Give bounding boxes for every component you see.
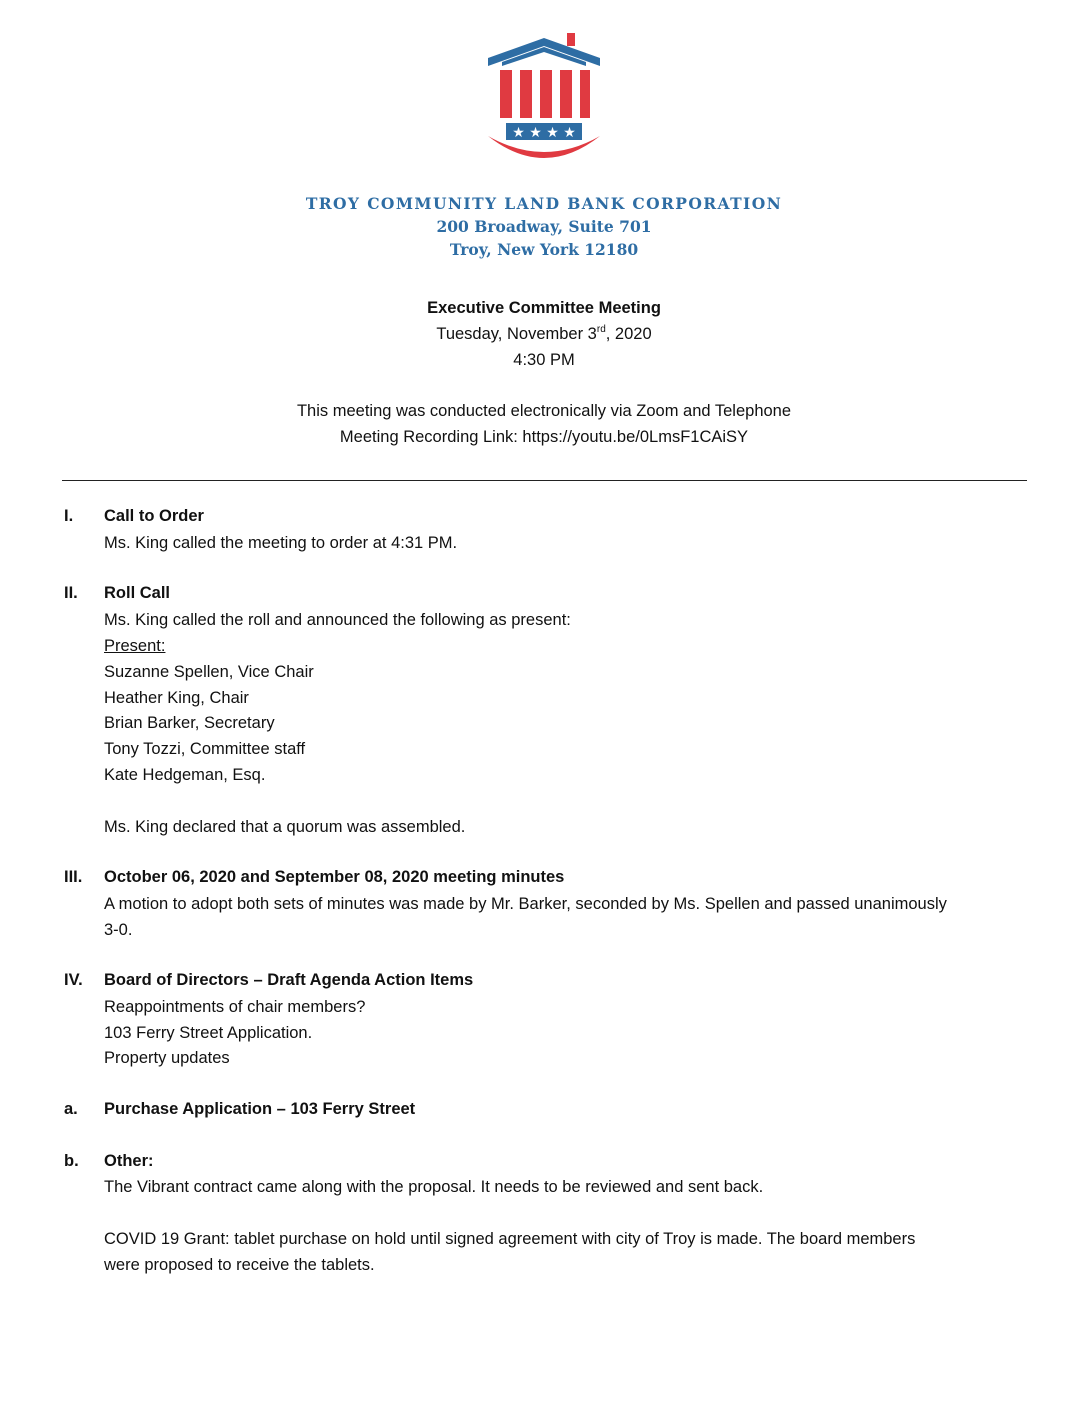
roll-call-intro: Ms. King called the roll and announced the following as present: (104, 611, 571, 629)
section-title-purchase-application: Purchase Application – 103 Ferry Street (104, 1100, 416, 1118)
member-item: Suzanne Spellen, Vice Chair (104, 663, 314, 681)
section-number-2: II. (64, 584, 78, 602)
other-covid-text-cont: were proposed to receive the tablets. (104, 1256, 375, 1274)
minutes-motion-text: A motion to adopt both sets of minutes was made by Mr. Barker, seconded by Ms. Spellen and passed unanimously (104, 895, 947, 913)
other-vibrant-text: The Vibrant contract came along with the proposal. It needs to be reviewed and sent back. (104, 1178, 764, 1196)
section-title-roll-call: Roll Call (104, 584, 171, 602)
member-item: Tony Tozzi, Committee staff (104, 740, 306, 758)
meeting-recording-link: Meeting Recording Link: https://youtu.be/0LmsF1CAiSY (339, 428, 749, 446)
quorum-statement: Ms. King declared that a quorum was assembled. (104, 818, 466, 836)
meeting-format-note: This meeting was conducted electronically via Zoom and Telephone (296, 402, 792, 420)
organization-address-line1: 200 Broadway, Suite 701 (436, 217, 652, 236)
section-title-minutes: October 06, 2020 and September 08, 2020 meeting minutes (104, 868, 565, 886)
section-letter-b: b. (64, 1152, 79, 1170)
organization-name: TROY COMMUNITY LAND BANK CORPORATION (305, 194, 783, 213)
section-number-1: I. (64, 507, 74, 525)
agenda-item: 103 Ferry Street Application. (104, 1024, 313, 1042)
section-title-agenda-items: Board of Directors – Draft Agenda Action Items (104, 971, 474, 989)
other-covid-text: COVID 19 Grant: tablet purchase on hold until signed agreement with city of Troy is made. The board members (104, 1230, 916, 1248)
section-number-4: IV. (64, 971, 83, 989)
section-title-call-to-order: Call to Order (104, 507, 204, 525)
member-item: Heather King, Chair (104, 689, 249, 707)
meeting-date: Tuesday, November 3rd, 2020 (436, 323, 652, 343)
svg-text:★ ★ ★ ★: ★ ★ ★ ★ (512, 125, 576, 141)
agenda-item: Reappointments of chair members? (104, 998, 366, 1016)
section-number-3: III. (64, 868, 83, 886)
meeting-title: Executive Committee Meeting (427, 299, 661, 317)
member-item: Brian Barker, Secretary (104, 714, 275, 732)
minutes-vote-text: 3-0. (104, 921, 133, 939)
header-divider (62, 480, 1027, 481)
land-bank-logo (486, 30, 602, 166)
present-label: Present: (104, 637, 166, 655)
call-to-order-text: Ms. King called the meeting to order at 4:31 PM. (104, 534, 458, 552)
section-title-other: Other: (104, 1152, 154, 1170)
member-item: Kate Hedgeman, Esq. (104, 766, 266, 784)
organization-address-line2: Troy, New York 12180 (449, 240, 639, 259)
meeting-time: 4:30 PM (513, 351, 575, 369)
section-letter-a: a. (64, 1100, 78, 1118)
agenda-item: Property updates (104, 1049, 230, 1067)
